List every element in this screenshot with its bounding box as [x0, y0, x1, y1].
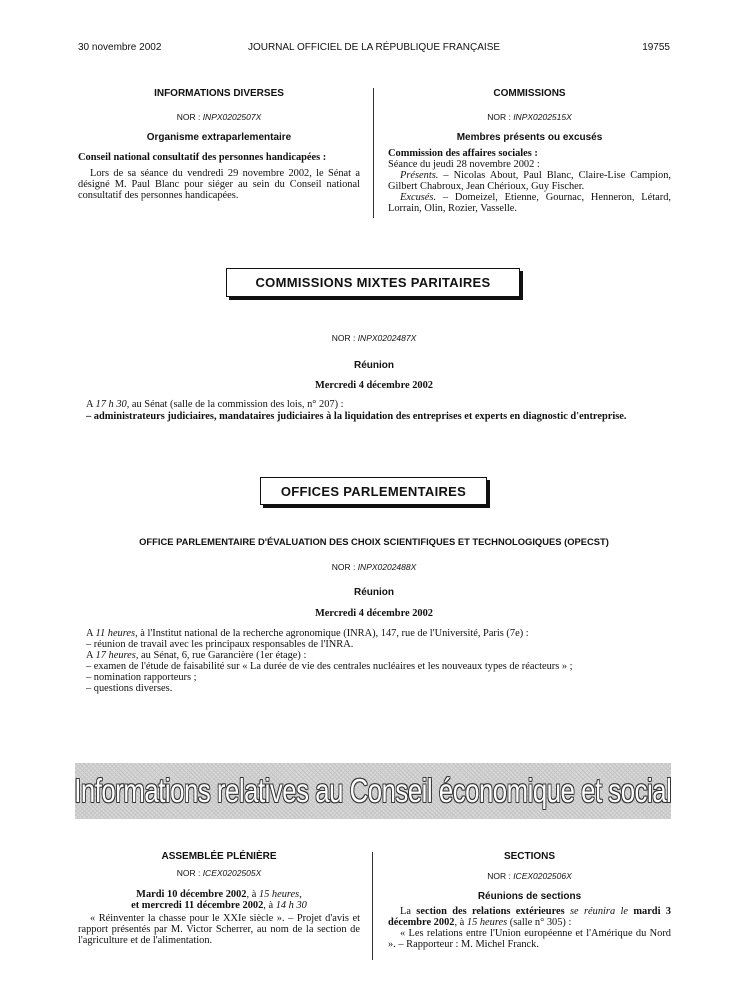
section-sections — [388, 851, 671, 950]
offices-boxed-title: OFFICES PARLEMENTAIRES — [260, 477, 487, 505]
header-date: 30 novembre 2002 — [78, 42, 162, 53]
cmp-reunion-heading: Réunion — [354, 360, 394, 371]
session-date-1: Mardi 10 décembre 2002, à 15 heures, — [136, 889, 302, 900]
column-divider-top — [373, 88, 374, 218]
nor-reference: NOR : ICEX0202505X — [176, 868, 262, 878]
nor-reference: NOR : INPX0202507X — [176, 112, 262, 122]
section-heading: SECTIONS — [503, 851, 556, 862]
opecst-nor-reference: NOR : INPX0202488X — [331, 562, 417, 572]
bold-intro-line: Conseil national consultatif des personnes handicapées : — [78, 152, 327, 163]
section-heading: COMMISSIONS — [493, 88, 566, 99]
agenda-line: A 11 heures, à l'Institut national de la recherche agronomique (INRA), 147, rue de l'Université, Paris (7e) : — [86, 628, 529, 639]
agenda-line: A 17 heures, au Sénat, 6, rue Garancière (1er étage) : — [86, 650, 307, 661]
body-paragraph: La section des relations extérieures se réunira le mardi 3 décembre 2002, à 15 heures (salle n° 305) : — [388, 906, 672, 928]
section-assemblee-pleniere — [78, 851, 360, 946]
agenda-line: – examen de l'étude de faisabilité sur « La durée de vie des centrales nucléaires et les nouveaux types de réacteurs » ; — [86, 661, 573, 672]
ces-banner — [75, 763, 671, 819]
session-date-2: et mercredi 11 décembre 2002, à 14 h 30 — [131, 900, 307, 911]
nor-reference: NOR : ICEX0202506X — [487, 871, 572, 881]
seance-line: Séance du jeudi 28 novembre 2002 : — [388, 159, 540, 170]
subsection-heading: Organisme extraparlementaire — [146, 132, 292, 143]
cmp-nor-reference: NOR : INPX0202487X — [331, 333, 417, 343]
nor-reference: NOR : INPX0202515X — [487, 112, 572, 122]
cmp-date: Mercredi 4 décembre 2002 — [314, 380, 433, 391]
ces-banner-text: Informations relatives au Conseil économique et social — [74, 772, 672, 809]
opecst-heading: OFFICE PARLEMENTAIRE D'ÉVALUATION DES CHOIX SCIENTIFIQUES ET TECHNOLOGIQUES (OPECST) — [139, 536, 609, 547]
section-commissions — [388, 88, 671, 214]
opecst-agenda — [86, 628, 666, 694]
presents-paragraph: Présents. – Nicolas About, Paul Blanc, Claire-Lise Campion, Gilbert Chabroux, Jean Chérioux, Guy Fischer. — [388, 170, 671, 192]
subsection-heading: Membres présents ou excusés — [456, 132, 603, 143]
cmp-agenda-item: – administrateurs judiciaires, mandataires judiciaires à la liquidation des entreprises et experts en diagnostic d'entreprise. — [86, 411, 627, 422]
body-paragraph: Lors de sa séance du vendredi 29 novembre 2002, le Sénat a désigné M. Paul Blanc pour siéger au sein du Conseil national consultatif des personnes handicapées. — [78, 168, 360, 201]
excuses-paragraph: Excusés. – Domeizel, Etienne, Gournac, Henneron, Létard, Lorrain, Olin, Rozier, Vasselle. — [388, 192, 671, 214]
body-paragraph-2: « Les relations entre l'Union européenne et l'Amérique du Nord ». – Rapporteur : M. Michel Franck. — [388, 928, 671, 950]
agenda-line: – nomination rapporteurs ; — [86, 672, 197, 683]
opecst-reunion-heading: Réunion — [354, 587, 394, 598]
header-journal-title: JOURNAL OFFICIEL DE LA RÉPUBLIQUE FRANÇAISE — [247, 42, 501, 53]
section-informations-diverses — [78, 88, 360, 201]
opecst-date: Mercredi 4 décembre 2002 — [314, 608, 433, 619]
header-page-number: 19755 — [642, 42, 670, 53]
section-heading: INFORMATIONS DIVERSES — [154, 88, 284, 99]
subsection-heading: Réunions de sections — [477, 891, 582, 902]
body-paragraph: « Réinventer la chasse pour le XXIe siècle ». – Projet d'avis et rapport présentés par M. Victor Scherrer, au nom de la section de l'agriculture et de l'alimentation. — [78, 913, 360, 946]
cmp-boxed-title: COMMISSIONS MIXTES PARITAIRES — [226, 268, 520, 297]
agenda-line: – réunion de travail avec les principaux responsables de l'INRA. — [86, 639, 354, 650]
section-heading: ASSEMBLÉE PLÉNIÈRE — [161, 851, 277, 862]
cmp-location-line: A 17 h 30, au Sénat (salle de la commission des lois, n° 207) : — [86, 399, 344, 410]
agenda-line: – questions diverses. — [86, 683, 173, 694]
bold-intro-line: Commission des affaires sociales : — [388, 148, 538, 159]
column-divider-bottom — [372, 852, 373, 960]
